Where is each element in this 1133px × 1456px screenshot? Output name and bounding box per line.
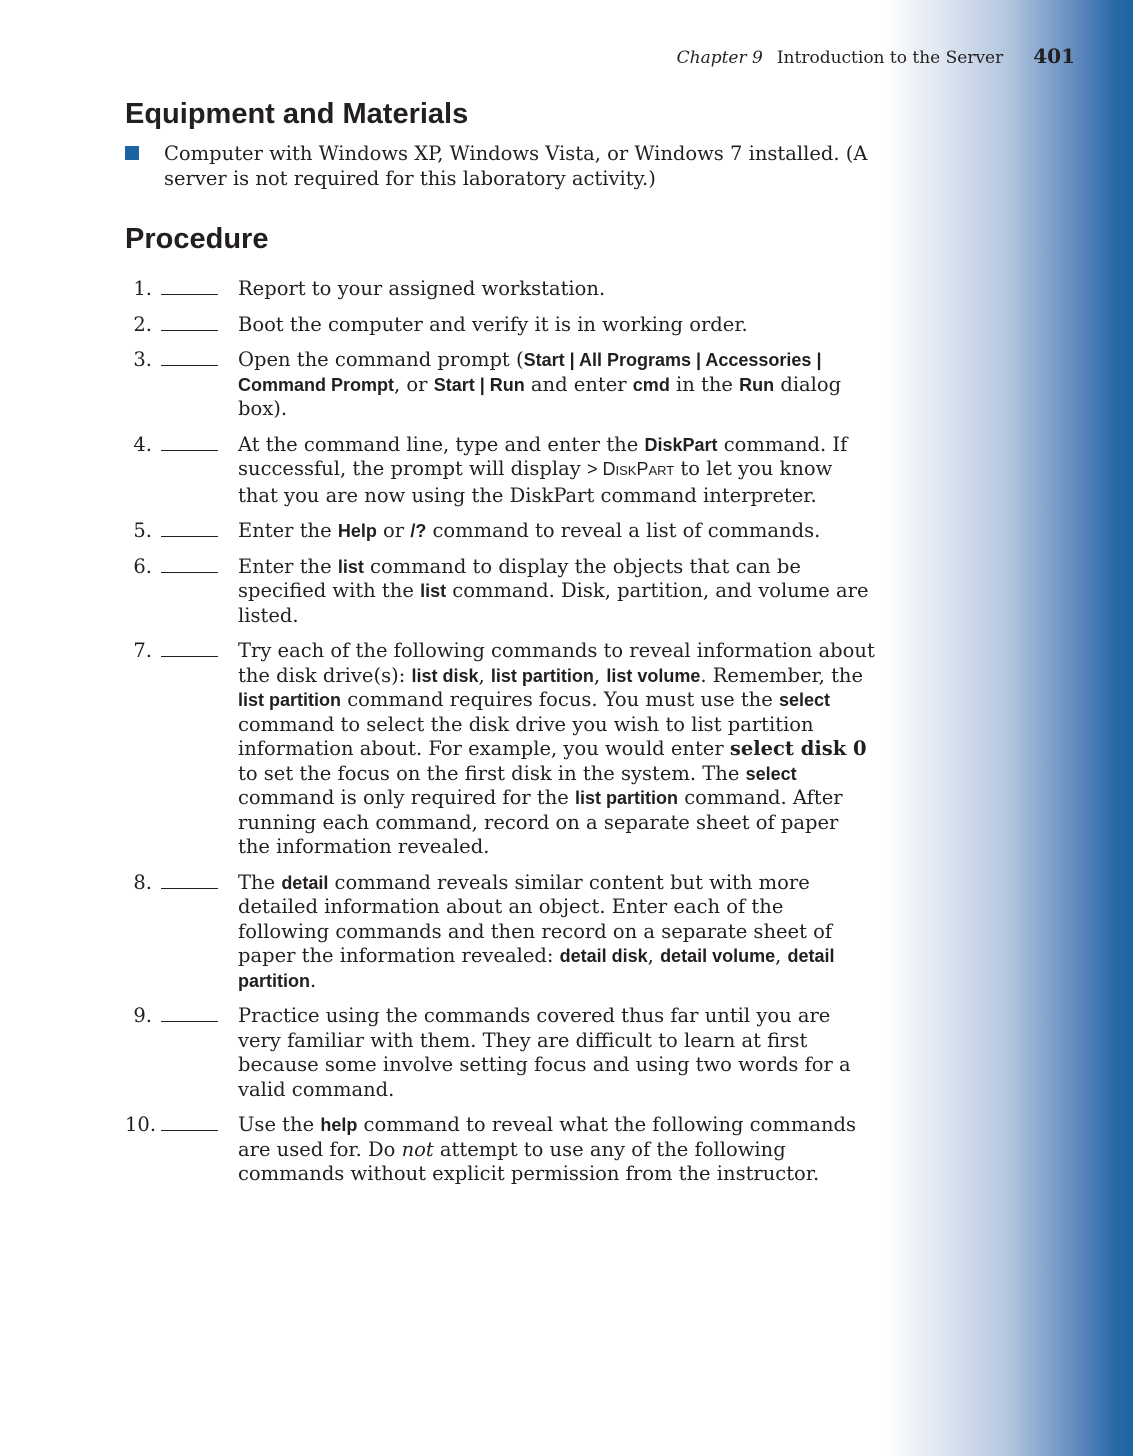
step-text-run: command to reveal a list of commands. <box>426 519 821 542</box>
step-text <box>238 277 605 300</box>
step-text <box>238 555 869 627</box>
equipment-item-text: Computer with Windows XP, Windows Vista, or Windows 7 installed. (A server is not required for this laboratory activity.) <box>164 142 868 190</box>
command-text: DiskPart <box>644 434 718 455</box>
step-checkoff-blank <box>161 536 218 537</box>
command-text: Start | Run <box>433 374 525 395</box>
step-text-run: . Remember, the <box>700 663 864 687</box>
step-text-run: command reveals similar content but with more detailed information about an object. Enter each of the following commands and then record on a separate sheet of paper the information revealed: <box>238 870 833 967</box>
command-text: Help <box>337 521 377 541</box>
step-text-run: Try each of the following commands to reveal information about the disk drive(s): <box>238 639 875 687</box>
step-text-run: command. Disk, partition, and volume are listed. <box>238 579 869 627</box>
step-text-run: to set the focus on the first disk in the system. The <box>238 761 746 785</box>
procedure-step <box>125 348 875 422</box>
step-text <box>238 1004 851 1101</box>
step-text-run: Boot the computer and verify it is in working order. <box>238 312 748 336</box>
step-number: 2. <box>133 312 152 336</box>
step-text-run: or <box>376 519 411 542</box>
command-text: P <box>636 459 649 479</box>
step-text-run: , <box>647 944 661 967</box>
step-checkoff-blank <box>161 330 218 331</box>
command-text: ART <box>648 463 675 478</box>
procedure-step <box>125 277 875 302</box>
step-text-run: At the command line, type and enter the <box>238 432 645 456</box>
step-number: 10. <box>125 1113 157 1136</box>
page-number: 401 <box>1033 44 1075 68</box>
step-number: 9. <box>133 1004 152 1027</box>
step-text-run: command is only required for the <box>238 786 575 809</box>
step-text-run: command. If successful, the prompt will display <box>238 432 848 480</box>
procedure-step <box>125 555 875 629</box>
procedure-steps <box>125 277 875 1187</box>
procedure-step <box>125 1113 875 1187</box>
running-header <box>677 44 1075 68</box>
step-text <box>238 348 841 420</box>
step-text-run: , <box>593 663 607 687</box>
step-text-run: Report to your assigned workstation. <box>238 277 606 300</box>
step-checkoff-blank <box>161 450 218 451</box>
command-text: detail disk <box>559 946 648 966</box>
step-text-run: attempt to use any of the following commands without explicit permission from the instructor. <box>238 1137 820 1185</box>
command-text: list <box>420 581 447 601</box>
step-text <box>238 433 847 507</box>
procedure-step <box>125 433 875 509</box>
step-checkoff-blank <box>161 656 218 657</box>
square-bullet-icon <box>125 146 139 160</box>
command-text: Run <box>739 374 775 395</box>
step-text-run: , <box>478 663 491 687</box>
step-text-run: Use the <box>238 1113 321 1136</box>
equipment-heading: Equipment and Materials <box>125 98 469 130</box>
command-text: list <box>337 556 364 577</box>
command-text: list partition <box>490 665 594 686</box>
step-number: 5. <box>133 519 152 542</box>
step-text-run: command to select the disk drive you wish to list partition information about. For example, you would enter <box>238 712 814 760</box>
command-text: list disk <box>411 665 479 686</box>
step-text-run: not <box>401 1137 434 1161</box>
step-number: 6. <box>133 554 152 578</box>
equipment-list <box>125 142 875 191</box>
step-text-run: . <box>310 968 317 992</box>
procedure-step <box>125 519 875 544</box>
step-checkoff-blank <box>161 1021 218 1022</box>
step-text-run: command requires focus. You must use the <box>341 688 779 711</box>
procedure-step <box>125 639 875 860</box>
step-checkoff-blank <box>161 1130 218 1131</box>
command-text: Start | All Programs | Accessories | Command Prompt <box>238 350 822 395</box>
command-text: help <box>320 1115 358 1135</box>
step-text-run: Enter the <box>238 519 338 542</box>
step-text <box>238 313 748 336</box>
step-text <box>238 639 875 858</box>
page-content <box>125 96 875 1198</box>
command-text: ISK <box>615 463 637 478</box>
command-text: > D <box>586 459 616 479</box>
step-text <box>238 871 835 992</box>
step-text-run: Enter the <box>238 554 338 578</box>
step-checkoff-blank <box>161 572 218 573</box>
command-text: list partition <box>575 788 678 808</box>
command-text: detail <box>281 872 329 893</box>
procedure-heading: Procedure <box>125 223 269 255</box>
step-text-run: command to display the objects that can be specified with the <box>238 554 801 602</box>
step-text-run: and enter <box>524 372 633 396</box>
decorative-side-band <box>883 0 1133 1456</box>
chapter-label: Chapter 9 <box>676 48 763 68</box>
step-text-run: command. After running each command, record on a separate sheet of paper the information revealed. <box>238 786 843 858</box>
step-text-run: , <box>775 944 788 967</box>
step-checkoff-blank <box>161 365 218 366</box>
command-text: select <box>778 690 831 710</box>
command-text: detail partition <box>238 946 835 991</box>
procedure-step <box>125 871 875 994</box>
command-text: list partition <box>238 690 341 710</box>
step-text-run: command to reveal what the following commands are used for. Do <box>238 1113 857 1161</box>
step-number: 4. <box>133 432 152 456</box>
command-text: list volume <box>606 665 701 686</box>
step-number: 3. <box>133 348 152 371</box>
step-text-run: to let you know that you are now using the DiskPart command interpreter. <box>238 457 833 507</box>
procedure-step <box>125 313 875 338</box>
step-text-run: dialog box). <box>238 372 842 420</box>
step-number: 1. <box>133 277 152 300</box>
command-text: select disk 0 <box>729 737 867 760</box>
equipment-item <box>125 142 875 191</box>
step-number: 7. <box>133 639 152 662</box>
step-checkoff-blank <box>161 294 218 295</box>
step-text-run: Open the command prompt ( <box>238 348 524 371</box>
step-number: 8. <box>133 870 152 894</box>
command-text: select <box>745 763 797 784</box>
command-text: /? <box>410 521 427 541</box>
step-text-run: Practice using the commands covered thus far until you are very familiar with them. They are difficult to learn at first because some involve setting focus and using two words for a valid command. <box>238 1004 851 1101</box>
step-text <box>238 519 820 542</box>
step-text <box>238 1113 856 1185</box>
command-text: detail volume <box>660 946 776 966</box>
step-text-run: in the <box>669 372 740 396</box>
command-text: cmd <box>632 374 670 395</box>
chapter-title: Introduction to the Server <box>776 48 1004 68</box>
step-text-run: The <box>238 870 282 894</box>
procedure-step <box>125 1004 875 1102</box>
step-text-run: , or <box>394 372 434 396</box>
step-checkoff-blank <box>161 888 218 889</box>
